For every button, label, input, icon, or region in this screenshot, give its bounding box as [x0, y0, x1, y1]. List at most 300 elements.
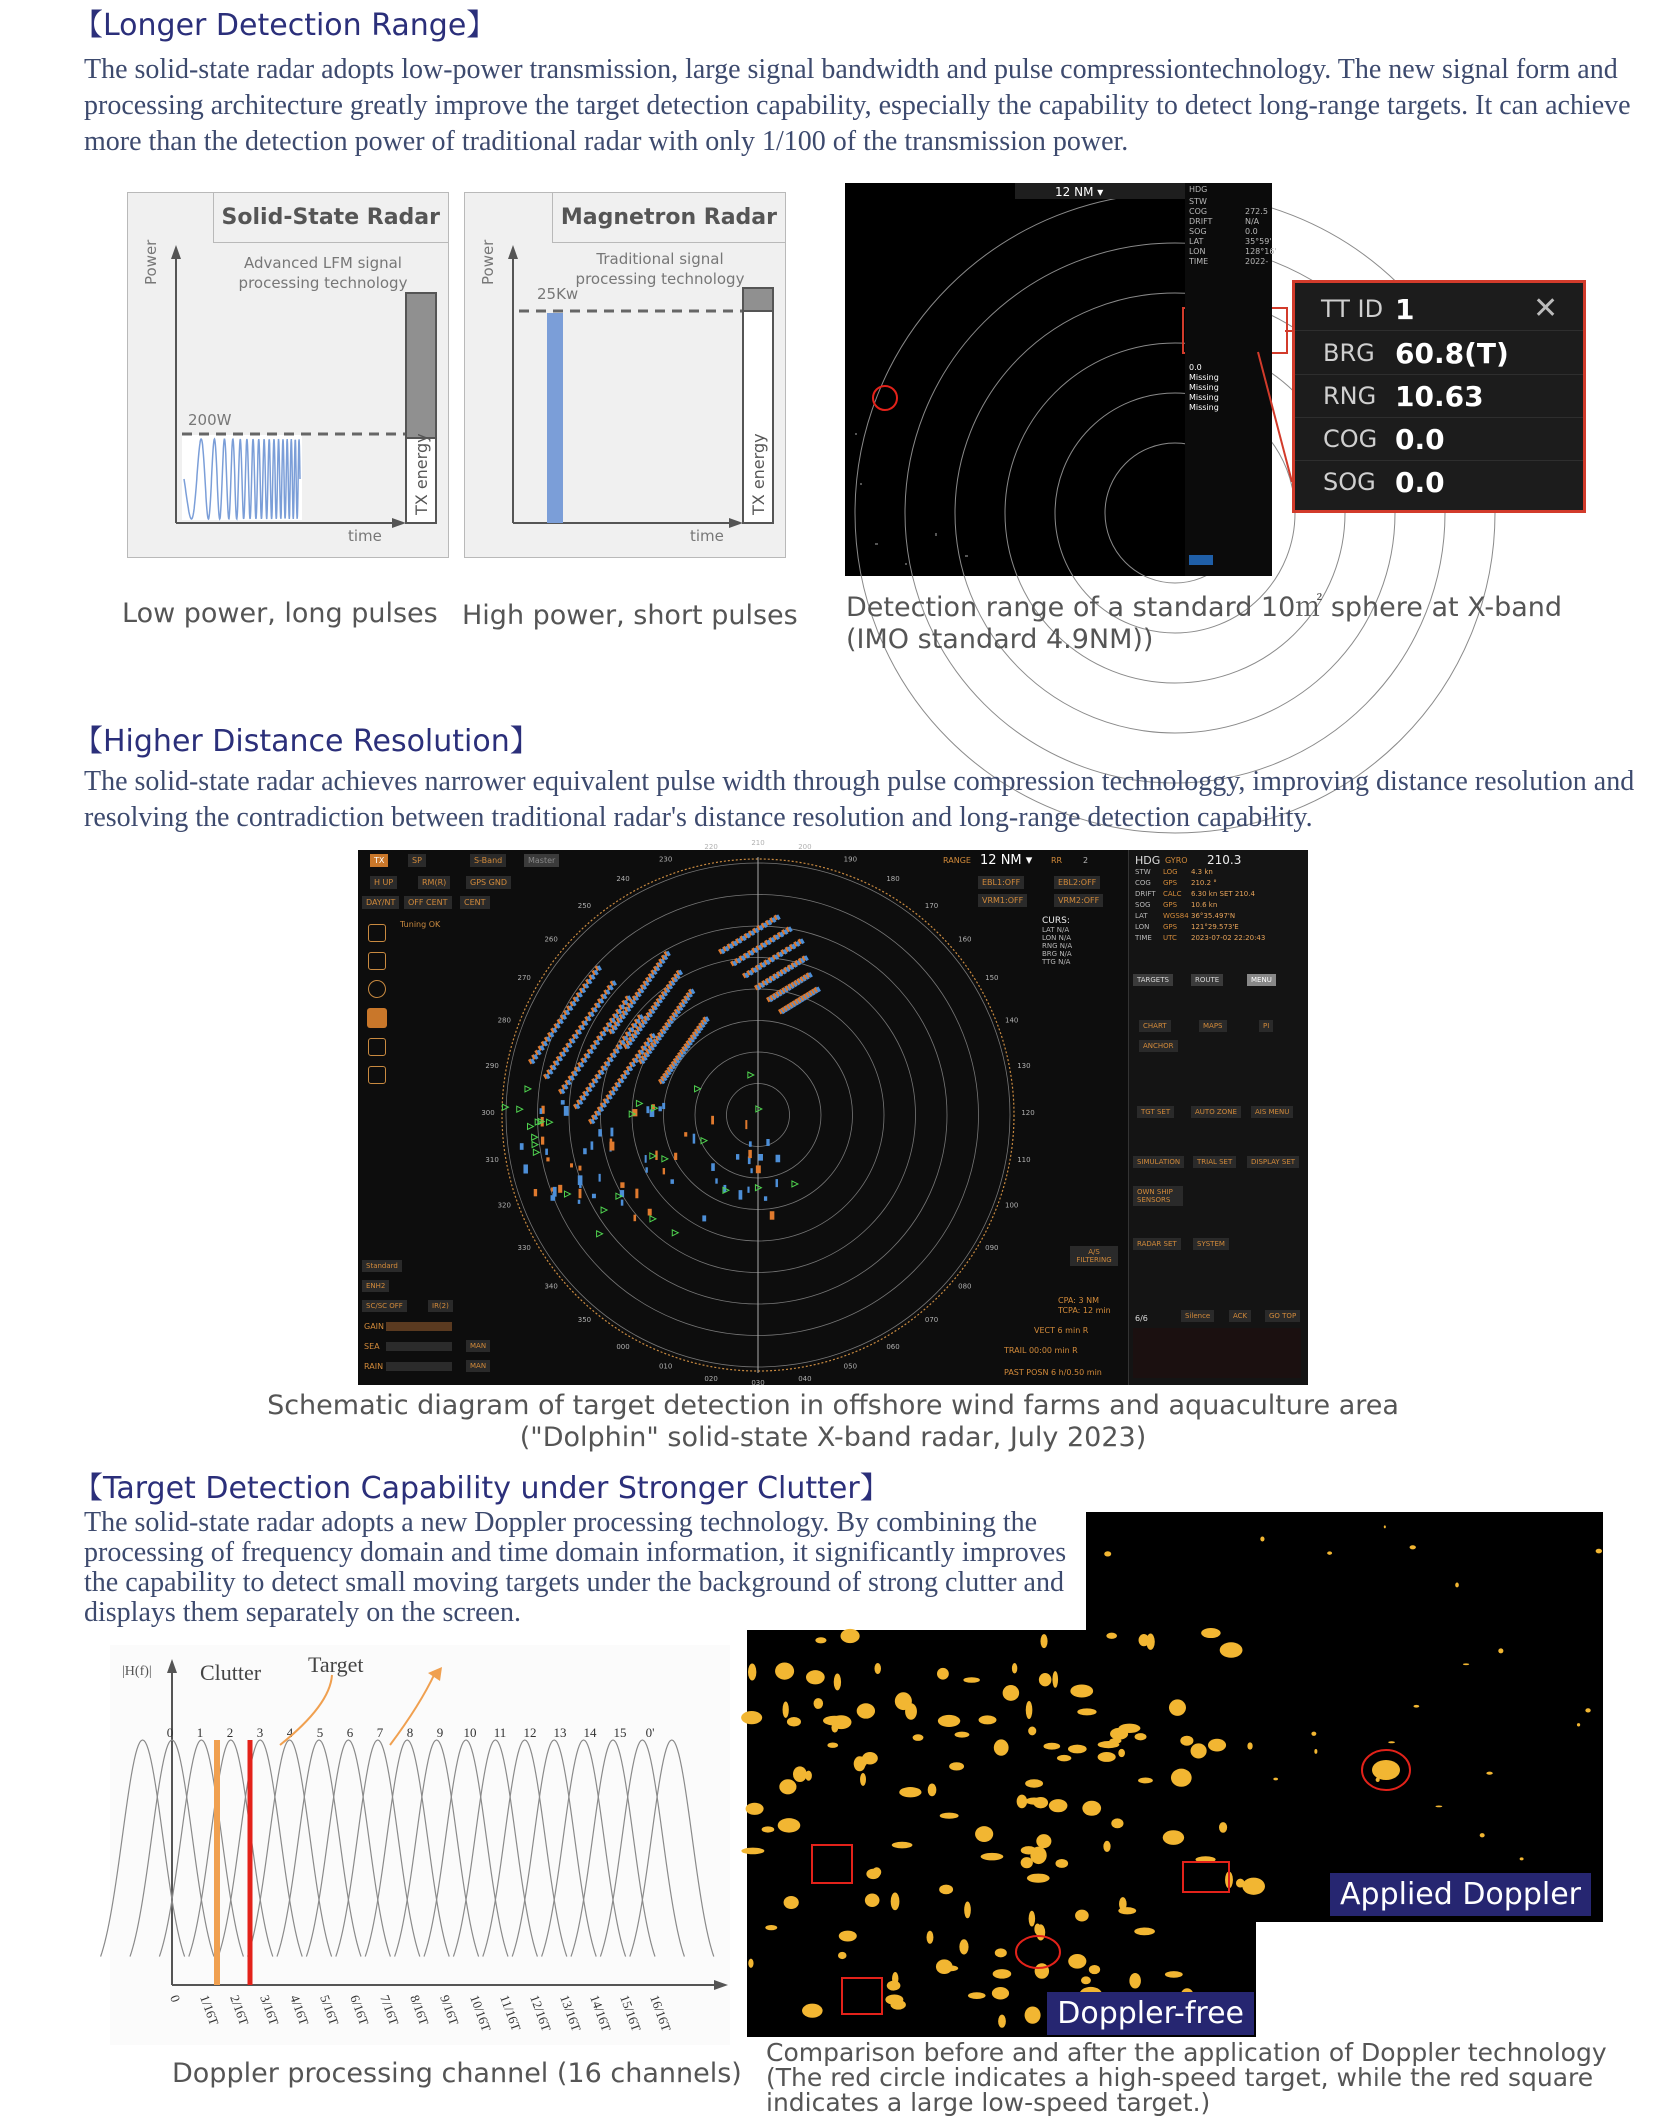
echo	[765, 1925, 777, 1930]
bearing-label: 340	[544, 1282, 558, 1291]
echo	[1029, 1911, 1036, 1927]
channel-index: 0	[166, 1725, 174, 1740]
echo	[1070, 1684, 1093, 1697]
bearing-label: 040	[798, 1374, 812, 1383]
bearing-label: 270	[517, 974, 531, 982]
bearing-label: 350	[577, 1315, 592, 1324]
channel-frequency: 16/16T	[647, 1992, 675, 2034]
echo	[892, 1842, 913, 1849]
echo	[1068, 1745, 1087, 1754]
echo	[1134, 1927, 1155, 1935]
echo	[938, 1715, 960, 1727]
echo	[1028, 1727, 1036, 1736]
bearing-label: 070	[924, 1315, 939, 1324]
target-info-popup	[1292, 280, 1586, 513]
menu-radar-set[interactable]: RADAR SET	[1133, 1238, 1181, 1250]
bearing-label: 160	[958, 935, 972, 944]
echo	[1118, 1749, 1125, 1757]
echo	[1201, 1628, 1220, 1638]
nav-value: 210.2 °	[1191, 879, 1217, 887]
processing-note: Advanced LFM signal processing technology	[238, 254, 408, 292]
echo	[1118, 1724, 1140, 1733]
doppler-free-echoes	[747, 1630, 1256, 2037]
channel-index: 3	[256, 1725, 264, 1740]
doppler-y-label: |H(f)|	[122, 1664, 152, 1679]
echo	[1021, 1846, 1037, 1854]
echo	[1169, 1699, 1186, 1715]
bearing-label: 260	[544, 935, 558, 944]
section-paragraph-clutter: The solid-state radar adopts a new Doppler processing technology. By combining the processing of frequency domain and time domain information, it significantly improves the capability to detect small moving targets under the background of strong clutter and displays them separately on the screen.	[84, 1507, 1067, 1628]
echo	[1163, 1830, 1184, 1845]
bearing-label: 250	[577, 902, 592, 911]
power-label: 25Kw	[537, 285, 579, 303]
bearing-label: 050	[843, 1362, 858, 1371]
ebl2-button[interactable]: EBL2:OFF	[1054, 876, 1100, 889]
daynt-button[interactable]: DAY/NT	[362, 896, 399, 909]
comparison-caption: Comparison before and after the application of Doppler technology (The red circle indicates a high-speed target, while the red square indicates a large low-speed target.)	[766, 2038, 1607, 2117]
echo	[1463, 1663, 1469, 1665]
cog-row: COG 0.0	[1295, 419, 1583, 461]
echo	[1077, 1708, 1096, 1715]
left-tool-strip	[362, 920, 392, 1220]
channel-index: 13	[553, 1725, 567, 1740]
echo	[841, 1629, 860, 1643]
echo	[1106, 1633, 1117, 1639]
echo	[885, 1995, 903, 2005]
channel-index: 6	[346, 1725, 354, 1740]
magnetron-caption: High power, short pulses	[462, 600, 798, 631]
nav-source: GPS	[1163, 923, 1178, 931]
echo	[939, 1885, 953, 1895]
tab-menu[interactable]: MENU	[1247, 974, 1276, 986]
nav-source: GPS	[1163, 901, 1178, 909]
channel-frequency: 2/16T	[227, 1992, 252, 2028]
echo	[1435, 1805, 1442, 1807]
ebl1-button[interactable]: EBL1:OFF	[978, 876, 1024, 889]
menu-anchor[interactable]: ANCHOR	[1139, 1040, 1178, 1052]
echo	[827, 1743, 838, 1748]
red-square-marker	[842, 1978, 882, 2014]
gain-slider[interactable]	[386, 1322, 452, 1331]
ir-button[interactable]: IR(2)	[428, 1300, 453, 1312]
echo	[979, 1715, 997, 1724]
channel-frequency: 0	[167, 1992, 184, 2005]
resolution-radar-screen	[358, 839, 1308, 1387]
echo	[778, 1818, 801, 1832]
bearing-label: 080	[958, 1282, 972, 1291]
detection-radar-screen	[845, 183, 1277, 576]
channel-index: 15	[613, 1725, 627, 1740]
echo	[1103, 1841, 1110, 1852]
echo	[1165, 1971, 1183, 1978]
channel-index: 10	[463, 1725, 477, 1740]
echo	[775, 1663, 794, 1680]
bearing-label: 020	[704, 1374, 718, 1383]
bearing-label: 100	[1005, 1201, 1019, 1210]
echo	[1498, 1648, 1503, 1653]
bearing-label: 310	[485, 1155, 499, 1164]
echo	[823, 1716, 846, 1726]
echo	[814, 1698, 824, 1709]
menu-maps[interactable]: MAPS	[1199, 1020, 1227, 1032]
echo	[865, 1894, 880, 1907]
menu-pi[interactable]: PI	[1259, 1020, 1273, 1032]
section-heading-resolution: 【Higher Distance Resolution】	[73, 724, 540, 759]
go-top-button[interactable]: GO TOP	[1265, 1310, 1300, 1322]
echo	[1040, 1634, 1047, 1648]
echo	[1081, 1976, 1091, 1984]
echo	[1043, 1743, 1060, 1750]
channel-index: 1	[196, 1725, 204, 1740]
echo	[1388, 1741, 1395, 1743]
echo	[783, 1701, 789, 1717]
rain-man-button[interactable]: MAN	[466, 1360, 490, 1372]
echo	[1012, 1663, 1017, 1673]
high-speed-target	[1372, 1760, 1400, 1780]
echo	[1480, 1833, 1485, 1837]
echo	[784, 1896, 799, 1909]
bearing-label: 110	[1017, 1155, 1031, 1164]
echo	[838, 1952, 846, 1959]
gps-gnd-button[interactable]: GPS GND	[466, 876, 511, 889]
red-square-marker	[1183, 1862, 1229, 1892]
echo	[1135, 1733, 1147, 1740]
cursor-readout: CURS: LAT N/A LON N/A RNG N/A BRG N/A TTG N/A	[1042, 916, 1073, 966]
bearing-label: 030	[751, 1379, 765, 1387]
echo	[963, 1677, 980, 1683]
echo	[964, 1902, 971, 1919]
echo	[968, 1992, 986, 1999]
bearing-label: 120	[1021, 1109, 1035, 1117]
sea-label: SEA	[364, 1342, 380, 1351]
master-button[interactable]: Master	[524, 854, 559, 867]
echo	[928, 1783, 937, 1796]
echo	[787, 1717, 801, 1726]
echo	[1171, 1769, 1192, 1787]
echo	[839, 1931, 857, 1942]
power-label: 200W	[188, 411, 232, 429]
menu-trial-set[interactable]: TRIAL SET	[1193, 1156, 1236, 1168]
echo	[855, 1757, 867, 1768]
channel-frequency: 9/16T	[437, 1992, 462, 2028]
bearing-label: 320	[497, 1201, 511, 1210]
echo	[779, 1779, 796, 1794]
echo	[1314, 1749, 1317, 1754]
echo	[1311, 1732, 1316, 1736]
echo	[1384, 1525, 1386, 1528]
vrm2-button[interactable]: VRM2:OFF	[1054, 894, 1103, 907]
echo	[1089, 1965, 1100, 1974]
channel-index: 2	[226, 1725, 234, 1740]
gain-label: GAIN	[364, 1322, 385, 1331]
echo	[1247, 1742, 1252, 1749]
close-icon[interactable]: ✕	[1533, 291, 1559, 326]
echo	[762, 1826, 775, 1832]
channel-index: 7	[376, 1725, 384, 1740]
range-readout: 12 NM ▾	[1055, 185, 1104, 199]
echo	[872, 1867, 881, 1877]
hup-button[interactable]: H UP	[370, 876, 397, 889]
echo	[927, 1931, 934, 1944]
standard-button[interactable]: Standard	[362, 1260, 402, 1272]
doppler-free-label: Doppler-free	[1047, 1992, 1254, 2035]
echo	[955, 1732, 970, 1738]
y-axis-label: Power	[479, 239, 497, 285]
nav-value: 10.6 kn	[1191, 901, 1218, 909]
channel-frequency: 3/16T	[257, 1992, 282, 2028]
echo	[1180, 1736, 1193, 1746]
bearing-label: 330	[517, 1244, 531, 1252]
echo	[1455, 1583, 1459, 1588]
ppi-rings	[502, 857, 1014, 1373]
nav-key: COG	[1135, 879, 1151, 887]
tx-energy-label: TX energy	[412, 433, 431, 515]
menu-simulation[interactable]: SIMULATION	[1133, 1156, 1184, 1168]
nav-source: LOG	[1163, 868, 1178, 876]
alarm-count: 6/6	[1135, 1314, 1148, 1323]
tcpa-readout: TCPA: 12 min	[1058, 1306, 1111, 1315]
channel-frequency: 4/16T	[287, 1992, 312, 2028]
echo	[802, 2004, 823, 2018]
echo	[1034, 1923, 1040, 1934]
echo	[1220, 1642, 1243, 1657]
channel-index: 11	[493, 1725, 507, 1740]
bearing-label: 300	[481, 1109, 495, 1117]
echo	[874, 1663, 880, 1674]
magnetron-radar-chart	[464, 192, 786, 558]
echo	[949, 1762, 964, 1770]
tx-energy-label: TX energy	[749, 433, 768, 515]
nav-value: 121°29.573'E	[1191, 923, 1239, 931]
echo	[899, 1787, 921, 1797]
echo	[975, 1826, 993, 1842]
echo	[913, 1734, 924, 1741]
target-label: Target	[308, 1652, 364, 1677]
side-panel: HDG STW COG DRIFT SOG LAT LON TIME 272.5 N/A 0.0 35°59' 128°16' 2022- 0.0 Missing Missing Missing Missing	[1185, 183, 1272, 576]
echo	[1219, 1822, 1227, 1833]
range-value[interactable]: 12 NM ▾	[980, 853, 1033, 868]
echo	[1208, 1739, 1226, 1752]
sp-button[interactable]: SP	[408, 854, 426, 867]
off-cent-button[interactable]: OFF CENT	[404, 896, 452, 909]
sea-man-button[interactable]: MAN	[466, 1340, 490, 1352]
nav-key: LAT	[1135, 912, 1148, 920]
echo	[1413, 1705, 1419, 1708]
solid-state-radar-chart	[127, 192, 449, 558]
echo	[998, 2015, 1006, 2028]
echo	[1036, 1834, 1051, 1848]
echo	[834, 1673, 841, 1690]
channel-index: 8	[406, 1725, 414, 1740]
bearing-label: 220	[704, 843, 718, 852]
doppler-channel-chart	[110, 1645, 730, 2045]
chart-title: Solid-State Radar	[213, 193, 448, 243]
echo	[805, 1771, 812, 1781]
vrm1-button[interactable]: VRM1:OFF	[978, 894, 1027, 907]
section-paragraph-resolution: The solid-state radar achieves narrower equivalent pulse width through pulse compression technologgy, improving distance resolution and resolving the contradiction between traditional radar's distance resolution and long-range detection capability.	[84, 766, 1635, 833]
echo	[959, 1939, 968, 1954]
doppler-free-panel	[747, 1630, 1256, 2037]
echo	[741, 1711, 762, 1724]
echo	[1027, 1874, 1050, 1883]
nav-value: 36°35.497'N	[1191, 912, 1236, 920]
sea-slider[interactable]	[386, 1342, 452, 1351]
echo	[1075, 1910, 1089, 1922]
silence-button[interactable]: Silence	[1181, 1310, 1214, 1322]
applied-doppler-label: Applied Doppler	[1330, 1873, 1591, 1916]
channel-frequency: 7/16T	[377, 1992, 402, 2028]
bearing-label: 210	[751, 839, 765, 847]
bearing-label: 200	[798, 843, 812, 852]
echo	[887, 1981, 901, 1991]
echo	[1327, 1551, 1332, 1554]
nav-key: SOG	[1135, 901, 1151, 909]
past-posn-readout: PAST POSN 6 h/0.50 min	[1004, 1368, 1102, 1377]
echo	[1118, 1907, 1136, 1914]
menu-display-set[interactable]: DISPLAY SET	[1247, 1156, 1299, 1168]
bearing-label: 170	[924, 902, 939, 911]
echo	[1026, 1701, 1033, 1719]
echo	[940, 1813, 959, 1819]
bearing-label: 010	[658, 1362, 673, 1371]
echo	[1035, 1963, 1049, 1978]
section-heading-clutter: 【Target Detection Capability under Stronger Clutter】	[73, 1471, 890, 1506]
bearing-label: 000	[616, 1342, 630, 1351]
echo	[1057, 1755, 1071, 1761]
clutter-label: Clutter	[200, 1660, 262, 1685]
channel-index: 0'	[645, 1725, 655, 1740]
echo	[1520, 1857, 1524, 1860]
range-label: RANGE	[943, 856, 971, 865]
channel-frequency: 15/16T	[617, 1992, 645, 2034]
chart-title: Magnetron Radar	[552, 193, 785, 243]
echo	[1139, 1634, 1150, 1646]
echo	[994, 1739, 1009, 1755]
echo	[937, 1668, 949, 1680]
rm-button[interactable]: RM(R)	[418, 876, 450, 889]
echo	[860, 1773, 866, 1786]
echo	[1273, 1778, 1278, 1781]
ack-button[interactable]: ACK	[1229, 1310, 1251, 1322]
bearing-label: 060	[886, 1342, 900, 1351]
channel-index: 4	[286, 1725, 294, 1740]
echo	[1138, 1778, 1153, 1784]
y-axis-label: Power	[142, 239, 160, 285]
echo	[1129, 1973, 1141, 1988]
echo	[1026, 1797, 1043, 1804]
echo	[815, 1637, 826, 1643]
resolution-caption: Schematic diagram of target detection in offshore wind farms and aquaculture area ("Dolphin" solid-state X-band radar, July 2023)	[267, 1390, 1399, 1453]
bearing-label: 180	[886, 875, 900, 884]
echo	[993, 1969, 1012, 1979]
echo	[1191, 1743, 1207, 1758]
tab-route[interactable]: ROUTE	[1191, 974, 1223, 986]
trail-readout: TRAIL 00:00 min R	[1004, 1346, 1078, 1355]
channel-frequency: 13/16T	[557, 1992, 585, 2034]
bearing-label: 090	[985, 1244, 999, 1252]
enh2-button[interactable]: ENH2	[362, 1280, 389, 1292]
echo	[1021, 1857, 1033, 1868]
bearing-label: 240	[616, 875, 630, 884]
nav-source: WGS84	[1163, 912, 1189, 920]
bearing-label: 140	[1005, 1016, 1019, 1025]
nav-value: 6.30 kn SET 210.4	[1191, 890, 1255, 898]
echo	[1410, 1545, 1416, 1549]
rng-row: RNG 10.63	[1295, 376, 1583, 418]
bearing-label: 190	[843, 855, 858, 864]
menu-chart[interactable]: CHART	[1139, 1020, 1171, 1032]
echo	[1082, 1801, 1101, 1816]
echo	[1486, 1772, 1492, 1775]
channel-frequency: 8/16T	[407, 1992, 432, 2028]
channel-frequency: 10/16T	[467, 1992, 495, 2034]
echo	[1098, 1752, 1116, 1762]
menu-own-ship-sensors[interactable]: OWN SHIP SENSORS	[1133, 1186, 1183, 1206]
brg-row: BRG 60.8(T)	[1295, 333, 1583, 375]
menu-auto-zone[interactable]: AUTO ZONE	[1191, 1106, 1241, 1118]
echo	[1585, 1708, 1590, 1712]
echo	[1104, 1551, 1111, 1556]
echo	[1596, 1549, 1602, 1554]
menu-tgt-set[interactable]: TGT SET	[1137, 1106, 1174, 1118]
scsc-button[interactable]: SC/SC OFF	[362, 1300, 407, 1312]
rr-value: 2	[1083, 856, 1089, 865]
menu-ais-menu[interactable]: AIS MENU	[1251, 1106, 1293, 1118]
nav-key: TIME	[1135, 934, 1152, 942]
x-axis-label: time	[690, 527, 724, 545]
doppler-caption: Doppler processing channel (16 channels)	[172, 2058, 742, 2089]
rain-slider[interactable]	[386, 1362, 452, 1371]
nav-key: LON	[1135, 923, 1150, 931]
echo	[1242, 1878, 1265, 1895]
tab-targets[interactable]: TARGETS	[1133, 974, 1173, 986]
menu-system[interactable]: SYSTEM	[1193, 1238, 1229, 1250]
nav-key: STW	[1135, 868, 1151, 876]
channel-frequency: 5/16T	[317, 1992, 342, 2028]
channel-frequency: 11/16T	[497, 1992, 524, 2033]
cent-button[interactable]: CENT	[460, 896, 490, 909]
echo	[1111, 1818, 1123, 1828]
nav-source: GPS	[1163, 879, 1178, 887]
echo	[1068, 1954, 1086, 1969]
echo	[891, 1893, 900, 1911]
info-panel: HDG GYRO 210.3 STW LOG 4.3 kn COG GPS 210.2 ° DRIFT CALC 6.30 kn SET 210.4 SOG GPS 10.6 kn LAT WGS84 36°35.497'N LON GPS 121°29.573'E TIME UTC 2023-07-02 22:20:43 TARGETS ROUTE MENU CHART MAPS PI ANCHOR TGT SET AUTO ZONE AIS MENU SIMULATION TRIAL SET DISPLAY SET OWN SHIP SENSORS RADAR SET SYSTEM 6/6 Silence ACK GO TOP	[1128, 850, 1308, 1385]
channel-frequency: 6/16T	[347, 1992, 372, 2028]
tuning-status: Tuning OK	[400, 920, 441, 929]
popup-connector	[1258, 352, 1318, 492]
echo	[1260, 1537, 1264, 1542]
echo	[936, 1959, 953, 1974]
red-circle-marker	[1016, 1936, 1060, 1968]
echo	[806, 1670, 825, 1684]
echo	[1039, 1673, 1052, 1686]
channel-index: 5	[316, 1725, 324, 1740]
channel-index: 12	[523, 1725, 537, 1740]
vect-readout: VECT 6 min R	[1034, 1326, 1089, 1335]
tx-button[interactable]: TX	[370, 854, 388, 867]
echo	[741, 1848, 764, 1855]
channel-frequency: 12/16T	[527, 1992, 555, 2034]
x-axis-label: time	[348, 527, 382, 545]
echo	[1052, 1671, 1058, 1688]
channel-frequency: 14/16T	[587, 1992, 615, 2034]
bearing-label: 280	[497, 1016, 511, 1025]
echo	[793, 1766, 807, 1782]
echo	[1017, 1795, 1028, 1809]
ais-filtering-button[interactable]: A/S FILTERING	[1070, 1246, 1118, 1266]
channel-index: 14	[583, 1725, 597, 1740]
sband-button[interactable]: S-Band	[470, 854, 506, 867]
